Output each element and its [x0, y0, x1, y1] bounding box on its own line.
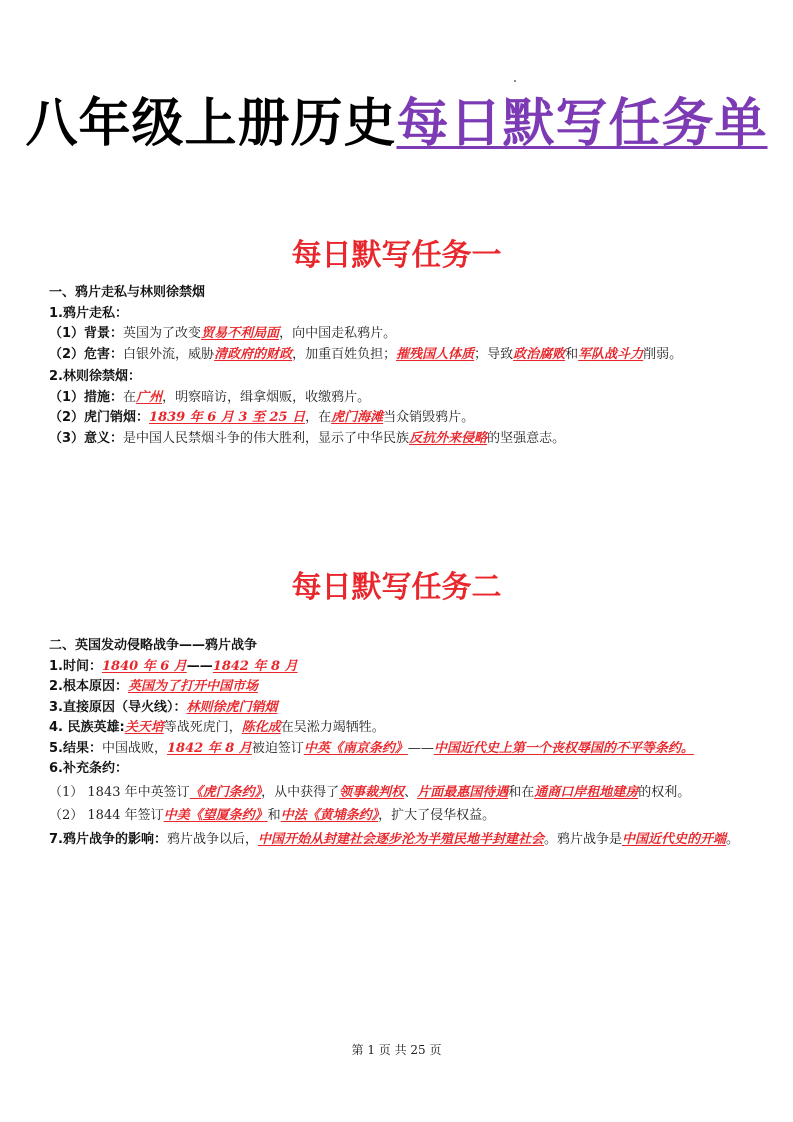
task1-sub2-heading: 2.林则徐禁烟： [49, 369, 141, 384]
page-footer: 第 1 页 共 25 页 [351, 1043, 442, 1057]
significance-text1: 是中国人民禁烟斗争的伟大胜利，显示了中华民族 [123, 430, 410, 446]
task2-supplement-1 [49, 783, 749, 804]
heroes-answer1: 关天培 [124, 720, 164, 735]
task1-humen-line [49, 408, 749, 429]
harm-answer2: 摧残国人体质 [396, 346, 475, 362]
heroes-text2: 在吴淞力竭牺牲。 [280, 720, 385, 735]
supp1-answer4: 通商口岸租地建房 [534, 784, 639, 800]
task2-supplement-heading: 6.补充条约： [49, 761, 128, 776]
root-cause-answer: 英国为了打开中国市场 [127, 679, 258, 694]
humen-text2: 当众销毁鸦片。 [383, 410, 475, 425]
supp2-answer2: 中法《黄埔条约》 [280, 808, 379, 823]
time-separator: —— [186, 658, 213, 674]
page-title [0, 92, 793, 156]
time-answer1: 1840 年 6 月 [101, 658, 187, 674]
task1-harm-line [49, 345, 749, 366]
heroes-answer2: 陈化成 [241, 720, 281, 735]
supp1-answer1: 《虎门条约》 [189, 784, 262, 800]
bg-answer1: 贸易不利局面 [201, 326, 280, 341]
supp2-text3: ，扩大了侵华权益。 [378, 808, 496, 823]
task2-time-line [49, 657, 749, 678]
harm-text5: 削弱。 [643, 346, 683, 362]
harm-answer1: 清政府的财政 [214, 346, 293, 362]
humen-text1: ，在 [305, 410, 332, 425]
influence-text3: 。 [726, 831, 740, 847]
task2-direct-cause-line [49, 698, 749, 719]
direct-cause-label: 3.直接原因（导火线）： [49, 699, 187, 715]
supp1-answer2: 领事裁判权 [339, 784, 405, 800]
heroes-text1: 等战死虎门， [163, 720, 242, 735]
humen-label: （2）虎门销烟： [49, 410, 150, 425]
task1-section-heading: 一、鸦片走私与林则徐禁烟 [49, 285, 206, 300]
task2-title: 每日默写任务二 [291, 570, 502, 605]
harm-text1: 白银外流，威胁 [123, 346, 215, 362]
task1-significance-line [49, 429, 749, 450]
task2-result-line [49, 739, 749, 760]
supp2-text2: 和 [267, 808, 281, 823]
page-title-black: 八年级上册历史 [25, 94, 397, 154]
task2-content [49, 636, 749, 850]
harm-answer3: 政治腐败 [513, 346, 566, 362]
harm-answer4: 军队战斗力 [578, 346, 644, 362]
task1-content [49, 283, 749, 449]
humen-answer2: 虎门海滩 [331, 410, 384, 425]
task1-background-line [49, 324, 749, 345]
result-answer3: 中国近代史上第一个丧权辱国的不平等条约。 [433, 740, 694, 756]
root-cause-label: 2.根本原因： [49, 679, 128, 694]
bg-label: （1）背景： [49, 326, 124, 341]
page-title-purple: 每日默写任务单 [396, 94, 768, 154]
measures-text2: ，明察暗访，缉拿烟贩，收缴鸦片。 [162, 389, 371, 405]
influence-text2: 。鸦片战争是 [544, 831, 623, 847]
measures-label: （1）措施： [49, 389, 124, 405]
influence-answer2: 中国近代史的开端 [622, 831, 727, 847]
supp1-text5: 的权利。 [638, 784, 691, 800]
task2-section-heading: 二、英国发动侵略战争——鸦片战争 [49, 638, 258, 653]
result-label: 5.结果： [49, 740, 102, 756]
significance-answer1: 反抗外来侵略 [409, 430, 488, 446]
task2-heroes-line [49, 718, 749, 739]
bg-text2: ，向中国走私鸦片。 [279, 326, 397, 341]
task2-supplement-2 [49, 806, 749, 827]
bg-text1: 英国为了改变 [123, 326, 202, 341]
harm-text2: ，加重百姓负担； [292, 346, 397, 362]
harm-text4: 和 [565, 346, 579, 362]
supp1-text3: 、 [404, 784, 418, 800]
significance-label: （3）意义： [49, 430, 124, 446]
task1-measures-line [49, 388, 749, 409]
influence-text1: 鸦片战争以后， [166, 831, 258, 847]
supp1-text1: （1） 1843 年中英签订 [49, 784, 190, 800]
task2-root-cause-line [49, 677, 749, 698]
result-answer1: 1842 年 8 月 [167, 740, 252, 756]
result-text3: —— [407, 740, 434, 756]
supp1-text4: 和在 [508, 784, 535, 800]
time-answer2: 1842 年 8 月 [212, 658, 298, 674]
supp1-answer3: 片面最惠国待遇 [417, 784, 509, 800]
supp2-answer1: 中美《望厦条约》 [163, 808, 268, 823]
harm-label: （2）危害： [49, 346, 124, 362]
measures-answer1: 广州 [136, 389, 163, 405]
time-label: 1.时间： [49, 658, 102, 674]
measures-text1: 在 [123, 389, 137, 405]
stray-dot [514, 80, 516, 82]
result-text2: 被迫签订 [251, 740, 304, 756]
task1-title: 每日默写任务一 [291, 238, 502, 273]
humen-answer1: 1839 年 6 月 3 至 25 日 [149, 410, 306, 425]
supp2-text1: （2） 1844 年签订 [49, 808, 164, 823]
significance-text2: 的坚强意志。 [487, 430, 566, 446]
direct-cause-answer: 林则徐虎门销烟 [186, 699, 278, 715]
influence-label: 7.鸦片战争的影响： [49, 831, 167, 847]
influence-answer1: 中国开始从封建社会逐步沦为半殖民地半封建社会 [258, 831, 545, 847]
task1-sub1-heading: 1.鸦片走私： [49, 305, 128, 321]
result-answer2: 中英《南京条约》 [303, 740, 408, 756]
harm-text3: ；导致 [474, 346, 514, 362]
supp1-text2: ，从中获得了 [261, 784, 340, 800]
heroes-label: 4. 民族英雄: [49, 720, 125, 735]
result-text1: 中国战败， [101, 740, 167, 756]
task2-influence-line [49, 830, 749, 851]
